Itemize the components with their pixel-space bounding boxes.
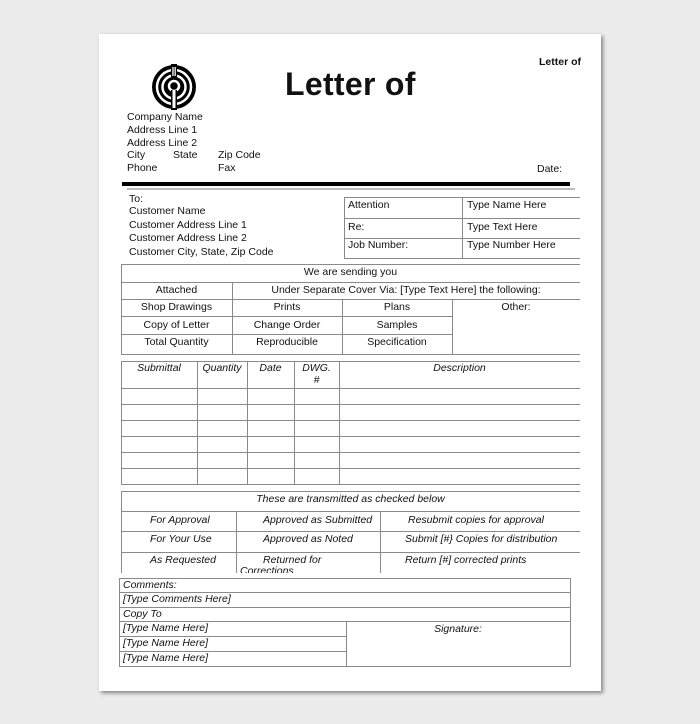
approved-as-noted-option[interactable]: Approved as Noted xyxy=(263,533,353,545)
prints-option[interactable]: Prints xyxy=(273,301,301,313)
col-submittal: Submittal xyxy=(137,362,181,374)
other-label[interactable]: Other: xyxy=(501,301,531,313)
company-fax: Fax xyxy=(218,162,236,174)
company-state: State xyxy=(173,149,198,161)
job-number-value[interactable]: Type Number Here xyxy=(467,239,556,251)
to-label: To: xyxy=(129,193,144,205)
company-name: Company Name xyxy=(127,111,203,123)
col-dwg: DWG. xyxy=(302,362,331,374)
change-order-option[interactable]: Change Order xyxy=(253,319,321,331)
customer-address-2: Customer Address Line 2 xyxy=(129,232,247,244)
attached-option[interactable]: Attached xyxy=(155,284,198,296)
comments-label: Comments: xyxy=(123,579,177,591)
specification-option[interactable]: Specification xyxy=(367,336,427,348)
submit-copies-option[interactable]: Submit [#} Copies for distribution xyxy=(405,533,558,545)
plans-option[interactable]: Plans xyxy=(383,301,411,313)
letter-page xyxy=(99,34,601,691)
sending-header: We are sending you xyxy=(303,266,398,278)
col-description: Description xyxy=(433,362,486,374)
col-quantity: Quantity xyxy=(202,362,242,374)
copy-to-name-2[interactable]: [Type Name Here] xyxy=(123,637,208,649)
company-address-1: Address Line 1 xyxy=(127,124,198,136)
separate-cover-option[interactable]: Under Separate Cover Via: [Type Text Here] the following: xyxy=(271,284,541,296)
company-address-2: Address Line 2 xyxy=(127,137,198,149)
job-number-label: Job Number: xyxy=(348,239,409,251)
header-divider-shadow xyxy=(127,188,575,190)
col-date: Date xyxy=(259,362,282,374)
attention-label: Attention xyxy=(348,199,390,211)
signature-field[interactable]: Signature: xyxy=(434,623,482,635)
header-divider xyxy=(122,182,570,186)
customer-name: Customer Name xyxy=(129,205,206,217)
date-label: Date: xyxy=(537,163,563,175)
document-title: Letter of xyxy=(285,66,416,102)
approved-as-submitted-option[interactable]: Approved as Submitted xyxy=(263,514,373,526)
for-your-use-option[interactable]: For Your Use xyxy=(150,533,212,545)
re-value[interactable]: Type Text Here xyxy=(467,221,538,233)
copy-of-letter-option[interactable]: Copy of Letter xyxy=(143,319,210,331)
returned-for-corrections-line2: Corrections xyxy=(240,565,294,573)
returned-for-corrections-option[interactable]: Returned for xyxy=(263,554,322,566)
samples-option[interactable]: Samples xyxy=(376,319,418,331)
customer-address-1: Customer Address Line 1 xyxy=(129,219,247,231)
copy-to-name-3[interactable]: [Type Name Here] xyxy=(123,652,208,664)
return-corrected-prints-option[interactable]: Return [#] corrected prints xyxy=(405,554,527,566)
re-label: Re: xyxy=(348,221,365,233)
shop-drawings-option[interactable]: Shop Drawings xyxy=(140,301,213,313)
company-logo-icon xyxy=(151,64,197,110)
total-quantity-option[interactable]: Total Quantity xyxy=(144,336,209,348)
reproducible-option[interactable]: Reproducible xyxy=(256,336,318,348)
attention-value[interactable]: Type Name Here xyxy=(467,199,547,211)
as-requested-option[interactable]: As Requested xyxy=(150,554,216,566)
corner-label: Letter of xyxy=(539,56,581,68)
copy-to-name-1[interactable]: [Type Name Here] xyxy=(123,622,208,634)
customer-city-state-zip: Customer City, State, Zip Code xyxy=(129,246,274,258)
resubmit-copies-option[interactable]: Resubmit copies for approval xyxy=(408,514,544,526)
for-approval-option[interactable]: For Approval xyxy=(150,514,210,526)
company-phone: Phone xyxy=(127,162,158,174)
copy-to-label: Copy To xyxy=(123,608,162,620)
company-city: City xyxy=(127,149,146,161)
col-dwg-hash: # xyxy=(313,374,320,386)
comments-field[interactable]: [Type Comments Here] xyxy=(123,593,231,605)
transmitted-header: These are transmitted as checked below xyxy=(256,493,445,505)
company-zip: Zip Code xyxy=(218,149,261,161)
